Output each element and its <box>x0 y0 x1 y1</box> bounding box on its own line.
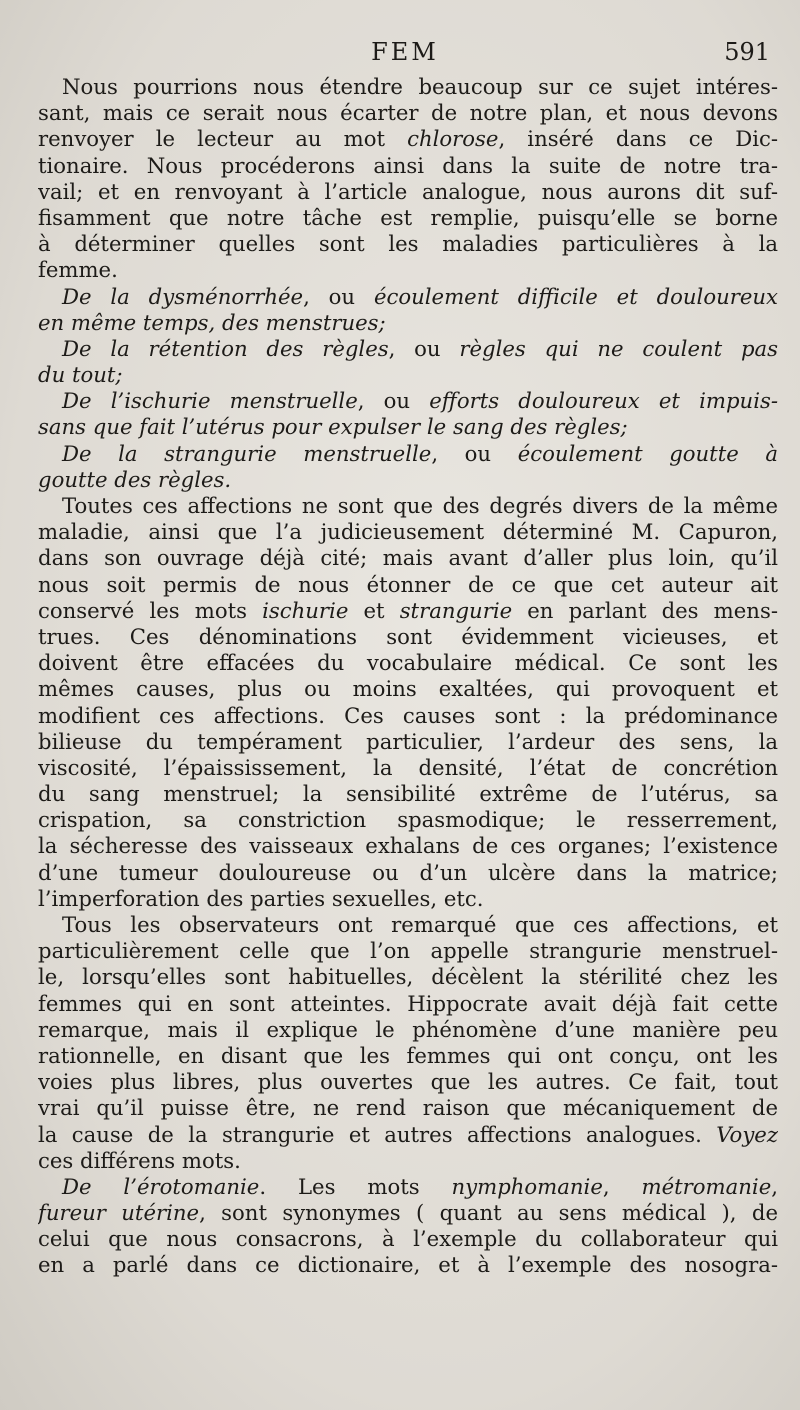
text-span: , sont synonymes ( quant au sens médical ), de <box>199 1200 778 1226</box>
text-span: , ou <box>431 440 518 466</box>
text-line-l02 <box>38 100 778 126</box>
text-span: rationnelle, en disant que les femmes qui ont conçu, ont les <box>38 1042 778 1068</box>
text-span: le, lorsqu’elles sont habituelles, décèlent la stérilité chez les <box>38 964 778 990</box>
text-line-l08 <box>38 257 778 283</box>
text-span: particulièrement celle que l’on appelle strangurie menstruel- <box>38 938 778 964</box>
text-span: , ou <box>388 335 460 361</box>
text-span: femme. <box>38 257 118 283</box>
text-line-l45 <box>38 1226 778 1252</box>
italic-text: du tout; <box>38 362 123 388</box>
text-span: modifient ces affections. Ces causes sont : la prédominance <box>38 702 778 728</box>
text-line-l01 <box>38 74 778 100</box>
text-line-l35 <box>38 964 778 990</box>
text-line-l44 <box>38 1200 778 1226</box>
italic-text: nymphomanie <box>451 1173 603 1199</box>
text-span: conservé les mots <box>38 597 263 623</box>
text-line-l31 <box>38 860 778 886</box>
text-span: , ou <box>357 388 430 414</box>
text-span: bilieuse du tempérament particulier, l’ardeur des sens, la <box>38 728 778 754</box>
text-span: tionaire. Nous procéderons ainsi dans la suite de notre tra- <box>38 152 778 178</box>
body-text <box>38 74 778 1279</box>
text-span: trues. Ces dénominations sont évidemment vicieuses, et <box>38 623 778 649</box>
text-line-l03 <box>38 126 778 152</box>
text-line-l30 <box>38 833 778 859</box>
text-line-l42 <box>38 1148 778 1174</box>
text-line-l32 <box>38 886 778 912</box>
page-header <box>40 38 770 74</box>
text-span: l’imperforation des parties sexuelles, etc. <box>38 885 484 911</box>
text-line-l07 <box>38 231 778 257</box>
italic-text: métromanie <box>641 1173 772 1199</box>
italic-text: règles qui ne coulent pas <box>459 335 778 361</box>
text-line-l25 <box>38 703 778 729</box>
italic-text: fureur utérine <box>38 1200 200 1226</box>
italic-text: De l’érotomanie <box>62 1173 260 1199</box>
text-span: Tous les observateurs ont remarqué que ces affections, et <box>62 912 778 937</box>
text-line-l12 <box>38 362 778 388</box>
text-line-l17 <box>38 493 778 519</box>
text-line-l11 <box>38 336 778 362</box>
text-line-l19 <box>38 545 778 571</box>
text-span: renvoyer le lecteur au mot <box>38 126 408 152</box>
text-span: femmes qui en sont atteintes. Hippocrate avait déjà fait cette <box>38 990 778 1016</box>
italic-text: ischurie <box>262 597 349 623</box>
text-line-l28 <box>38 781 778 807</box>
text-line-l34 <box>38 938 778 964</box>
text-span: la sécheresse des vaisseaux exhalans de ces organes; l’existence <box>38 833 778 859</box>
text-span: doivent être effacées du vocabulaire médical. Ce sont les <box>38 650 778 676</box>
italic-text: goutte des règles. <box>38 466 232 492</box>
text-span: à déterminer quelles sont les maladies particulières à la <box>38 231 778 257</box>
text-line-l26 <box>38 729 778 755</box>
text-span: Toutes ces affections ne sont que des degrés divers de la même <box>62 493 778 518</box>
text-line-l37 <box>38 1017 778 1043</box>
text-span: viscosité, l’épaississement, la densité, l’état de concrétion <box>38 754 778 780</box>
text-span: sant, mais ce serait nous écarter de notre plan, et nous devons <box>38 100 778 126</box>
text-line-l23 <box>38 650 778 676</box>
text-line-l14 <box>38 414 778 440</box>
text-span: celui que nous consacrons, à l’exemple du collaborateur qui <box>38 1226 778 1252</box>
text-line-l41 <box>38 1122 778 1148</box>
text-span: d’une tumeur douloureuse ou d’un ulcère dans la matrice; <box>38 859 778 885</box>
italic-text: strangurie <box>399 597 513 623</box>
text-span: , inséré dans ce Dic- <box>498 126 778 152</box>
text-line-l27 <box>38 755 778 781</box>
text-line-l33 <box>38 912 778 938</box>
text-span: la cause de la strangurie et autres affections analogues. <box>38 1121 717 1147</box>
text-line-l40 <box>38 1095 778 1121</box>
text-span: , <box>771 1173 778 1199</box>
text-span: et <box>348 597 400 623</box>
text-line-l29 <box>38 807 778 833</box>
text-span: Nous pourrions nous étendre beaucoup sur ce sujet intéres- <box>62 74 778 99</box>
text-span: crispation, sa constriction spasmodique; le resserrement, <box>38 807 778 833</box>
text-span: en parlant des mens- <box>512 597 778 623</box>
text-line-l43 <box>38 1174 778 1200</box>
text-line-l16 <box>38 467 778 493</box>
text-line-l22 <box>38 624 778 650</box>
text-span: du sang menstruel; la sensibilité extrême de l’utérus, sa <box>38 781 778 807</box>
text-line-l39 <box>38 1069 778 1095</box>
text-span: mêmes causes, plus ou moins exaltées, qui provoquent et <box>38 676 778 702</box>
text-span: vrai qu’il puisse être, ne rend raison que mécaniquement de <box>38 1095 778 1121</box>
text-span: nous soit permis de nous étonner de ce que cet auteur ait <box>38 571 778 597</box>
text-line-l15 <box>38 441 778 467</box>
text-line-l46 <box>38 1252 778 1278</box>
text-line-l36 <box>38 991 778 1017</box>
text-line-l05 <box>38 179 778 205</box>
italic-text: écoulement goutte à <box>517 440 778 466</box>
italic-text: sans que fait l’utérus pour expulser le sang des règles; <box>38 414 628 440</box>
italic-text: efforts douloureux et impuis- <box>429 388 778 414</box>
text-span: , <box>602 1173 642 1199</box>
text-line-l21 <box>38 598 778 624</box>
text-span: ces différens mots. <box>38 1147 241 1173</box>
italic-text: chlorose <box>407 126 499 152</box>
text-line-l18 <box>38 519 778 545</box>
italic-text: Voyez <box>716 1121 778 1147</box>
page-number: 591 <box>724 38 770 66</box>
italic-text: De la rétention des règles <box>62 335 389 361</box>
text-line-l09 <box>38 284 778 310</box>
text-span: remarque, mais il explique le phénomène d’une manière peu <box>38 1016 778 1042</box>
text-span: en a parlé dans ce dictionaire, et à l’exemple des nosogra- <box>38 1252 778 1278</box>
italic-text: en même temps, des menstrues; <box>38 309 386 335</box>
text-line-l04 <box>38 153 778 179</box>
text-span: . Les mots <box>259 1173 452 1199</box>
text-span: maladie, ainsi que l’a judicieusement déterminé M. Capuron, <box>38 519 778 545</box>
text-line-l06 <box>38 205 778 231</box>
running-head: FEM <box>371 38 439 66</box>
italic-text: écoulement difficile et douloureux <box>373 283 778 309</box>
text-span: dans son ouvrage déjà cité; mais avant d’aller plus loin, qu’il <box>38 545 778 571</box>
text-line-l10 <box>38 310 778 336</box>
text-line-l20 <box>38 572 778 598</box>
text-line-l38 <box>38 1043 778 1069</box>
italic-text: De la dysménorrhée <box>62 283 304 309</box>
italic-text: De la strangurie menstruelle <box>62 440 432 466</box>
text-span: fisamment que notre tâche est remplie, puisqu’elle se borne <box>38 204 778 230</box>
text-span: voies plus libres, plus ouvertes que les autres. Ce fait, tout <box>38 1069 778 1095</box>
italic-text: De l’ischurie menstruelle <box>62 388 358 414</box>
text-span: , ou <box>303 283 374 309</box>
text-line-l24 <box>38 676 778 702</box>
text-line-l13 <box>38 388 778 414</box>
text-span: vail; et en renvoyant à l’article analogue, nous aurons dit suf- <box>38 178 778 204</box>
